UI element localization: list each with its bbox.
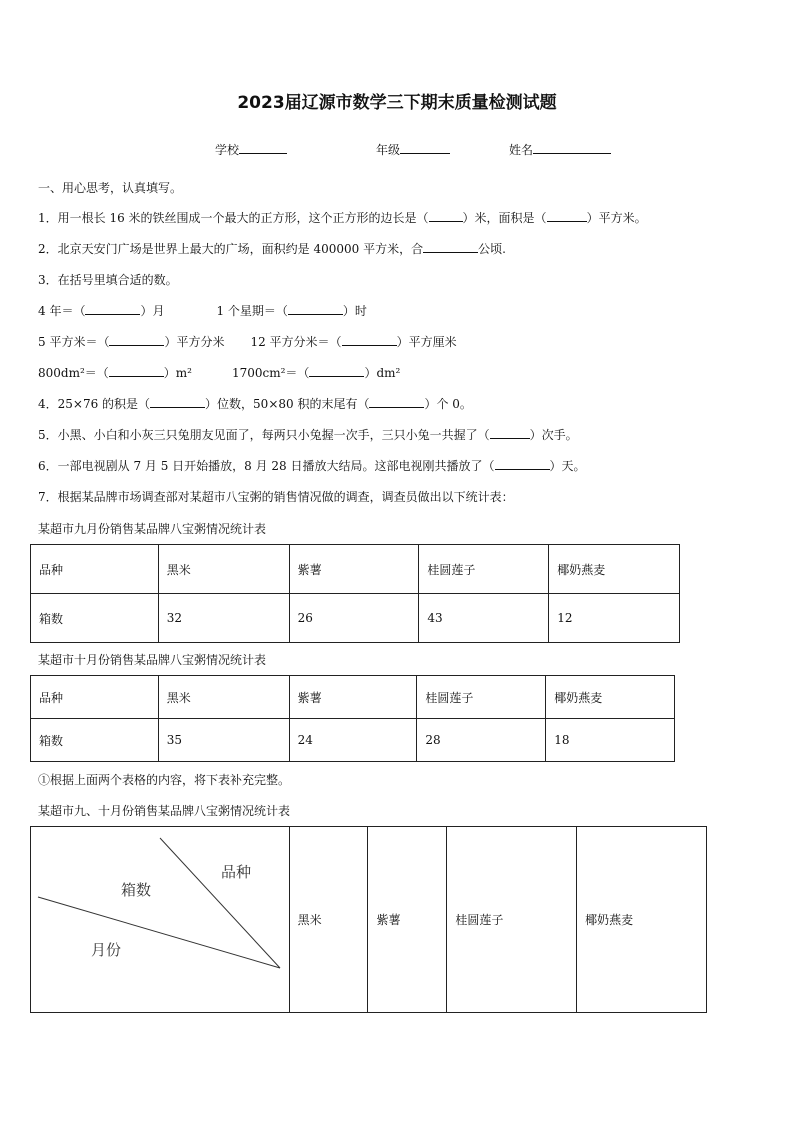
table-cell: 箱数 — [31, 719, 159, 762]
question-2 — [38, 240, 506, 257]
question-1 — [38, 209, 647, 226]
answer-blank[interactable] — [490, 426, 530, 439]
name-label: 姓名 — [509, 143, 534, 157]
table-cell: 桂圆莲子 — [417, 676, 546, 719]
answer-blank[interactable] — [547, 209, 587, 222]
diag-label-variety: 品种 — [221, 863, 252, 881]
table-cell: 椰奶燕麦 — [549, 545, 680, 594]
table3-caption: 某超市九、十月份销售某品牌八宝粥情况统计表 — [38, 804, 291, 818]
grade-label: 年级 — [376, 143, 401, 157]
answer-blank[interactable] — [288, 302, 343, 315]
table-cell: 18 — [546, 719, 675, 762]
text-segment: ）平方米。 — [586, 211, 647, 225]
text-segment: 5 平方米＝（ — [38, 335, 110, 349]
table-cell: 24 — [289, 719, 417, 762]
text-segment: ）次手。 — [529, 428, 578, 442]
text-segment: ）平方厘米 — [396, 335, 457, 349]
table-row — [31, 594, 680, 643]
answer-blank[interactable] — [109, 333, 164, 346]
text-segment: 800dm²＝（ — [38, 366, 109, 380]
text-segment: ）个 0。 — [424, 397, 472, 411]
table-cell: 35 — [158, 719, 289, 762]
text-segment: ）m² — [163, 366, 192, 380]
table-cell: 箱数 — [31, 594, 159, 643]
answer-blank[interactable] — [239, 141, 287, 154]
answer-blank[interactable] — [342, 333, 397, 346]
text-segment: ）米，面积是（ — [462, 211, 547, 225]
table-cell: 43 — [419, 594, 549, 643]
diag-label-month: 月份 — [91, 941, 122, 959]
table-cell: 26 — [289, 594, 419, 643]
text-segment: 公顷. — [478, 242, 506, 256]
table-cell: 黑米 — [158, 545, 289, 594]
question-4 — [38, 395, 472, 412]
table-cell: 32 — [158, 594, 289, 643]
answer-blank[interactable] — [423, 240, 478, 253]
text-segment: ）时 — [342, 304, 367, 318]
diagonal-lines — [30, 826, 290, 1013]
text-segment: 1 个星期＝（ — [216, 304, 288, 318]
table-cell: 12 — [549, 594, 680, 643]
table-cell: 椰奶燕麦 — [577, 827, 707, 1013]
name-field[interactable] — [509, 141, 611, 158]
text-segment: 5．小黑、小白和小灰三只兔朋友见面了，每两只小兔握一次手，三只小兔一共握了（ — [38, 428, 490, 442]
answer-blank[interactable] — [429, 209, 463, 222]
table-cell: 桂圆莲子 — [419, 545, 549, 594]
question-3b — [38, 333, 457, 350]
text-segment: ）月 — [140, 304, 165, 318]
table-row — [31, 545, 680, 594]
table-september — [30, 544, 680, 643]
question-6 — [38, 457, 586, 474]
school-field[interactable] — [215, 141, 287, 158]
text-segment: ）位数，50×80 积的末尾有（ — [205, 397, 370, 411]
text-segment: ）平方分米 — [164, 335, 225, 349]
answer-blank[interactable] — [495, 457, 550, 470]
question-7-1: ①根据上面两个表格的内容，将下表补充完整。 — [38, 773, 291, 787]
answer-blank[interactable] — [85, 302, 140, 315]
question-5 — [38, 426, 578, 443]
table-october — [30, 675, 675, 762]
question-3: 3．在括号里填合适的数。 — [38, 273, 178, 287]
table1-caption: 某超市九月份销售某品牌八宝粥情况统计表 — [38, 522, 267, 536]
page-title: 2023届辽源市数学三下期末质量检测试题 — [237, 93, 557, 113]
table-cell: 紫薯 — [368, 827, 447, 1013]
text-segment: 2．北京天安门广场是世界上最大的广场，面积约是 400000 平方米，合 — [38, 242, 424, 256]
text-segment: 12 平方分米＝（ — [250, 335, 342, 349]
answer-blank[interactable] — [369, 395, 424, 408]
table-cell: 品种 — [31, 545, 159, 594]
table-cell: 黑米 — [289, 827, 368, 1013]
question-3c — [38, 364, 400, 381]
answer-blank[interactable] — [400, 141, 450, 154]
answer-blank[interactable] — [533, 141, 611, 154]
table2-caption: 某超市十月份销售某品牌八宝粥情况统计表 — [38, 653, 267, 667]
text-segment: 1．用一根长 16 米的铁丝围成一个最大的正方形，这个正方形的边长是（ — [38, 211, 429, 225]
text-segment: 4．25×76 的积是（ — [38, 397, 151, 411]
table-cell: 品种 — [31, 676, 159, 719]
diag-label-boxes: 箱数 — [121, 881, 152, 899]
table-cell: 紫薯 — [289, 676, 417, 719]
text-segment: 6．一部电视剧从 7 月 5 日开始播放，8 月 28 日播放大结局。这部电视刚共播放了（ — [38, 459, 495, 473]
answer-blank[interactable] — [309, 364, 364, 377]
question-3a — [38, 302, 367, 319]
text-segment: 1700cm²＝（ — [231, 366, 310, 380]
section-heading: 一、用心思考，认真填写。 — [38, 181, 183, 195]
answer-blank[interactable] — [150, 395, 205, 408]
text-segment: ）天。 — [549, 459, 586, 473]
grade-field[interactable] — [376, 141, 450, 158]
school-label: 学校 — [215, 143, 240, 157]
text-segment: 4 年＝（ — [38, 304, 86, 318]
table-row — [31, 719, 675, 762]
table-row — [31, 676, 675, 719]
table-cell: 黑米 — [158, 676, 289, 719]
table-cell: 紫薯 — [289, 545, 419, 594]
answer-blank[interactable] — [109, 364, 164, 377]
text-segment: ）dm² — [364, 366, 401, 380]
table-cell: 桂圆莲子 — [447, 827, 577, 1013]
table-cell: 28 — [417, 719, 546, 762]
table-cell: 椰奶燕麦 — [546, 676, 675, 719]
question-7: 7．根据某品牌市场调查部对某超市八宝粥的销售情况做的调查，调查员做出以下统计表： — [38, 490, 514, 504]
